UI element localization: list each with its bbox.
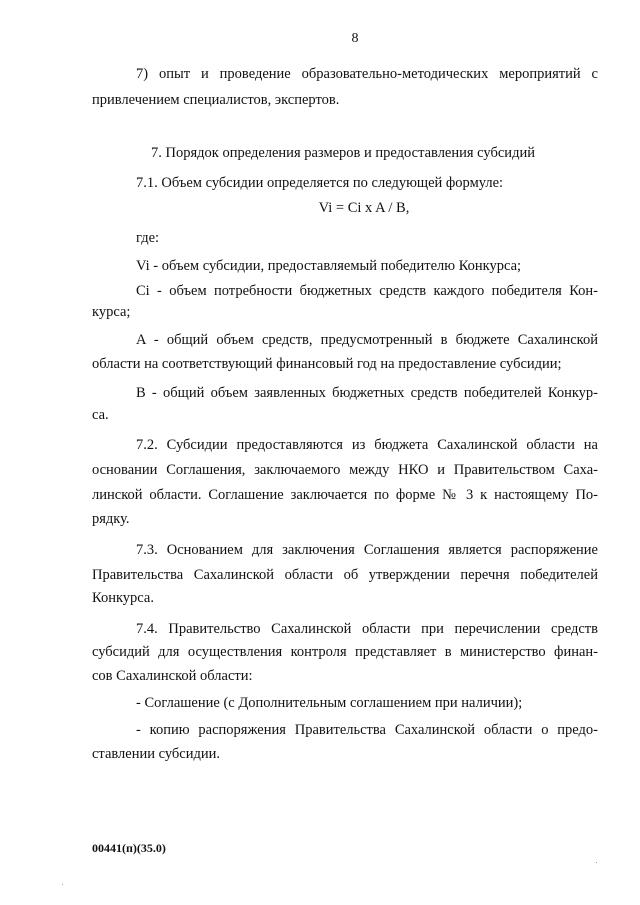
- p74-line-1: 7.4. Правительство Сахалинской области при перечислении средств: [136, 621, 598, 637]
- page-number: 8: [351, 31, 359, 46]
- p71-line-1: 7.1. Объем субсидии определяется по следующей формуле:: [136, 175, 504, 191]
- item7-line-1: 7) опыт и проведение образовательно-методических мероприятий с: [136, 66, 598, 82]
- p74-line-2: субсидий для осуществления контроля представляет в министерство финан-: [92, 644, 598, 660]
- p73-line-3: Конкурса.: [92, 590, 154, 606]
- definition-b-line-1: B - общий объем заявленных бюджетных средств победителей Конкур-: [136, 385, 598, 401]
- definition-a-line-1: A - общий объем средств, предусмотренный в бюджете Сахалинской: [136, 332, 598, 348]
- p73-line-2: Правительства Сахалинской области об утверждении перечня победителей: [92, 567, 598, 583]
- p73-line-1: 7.3. Основанием для заключения Соглашения является распоряжение: [136, 542, 598, 558]
- p72-line-4: рядку.: [92, 511, 130, 527]
- definition-b-line-2: са.: [92, 407, 109, 423]
- p74-bullet-2-line-1: - копию распоряжения Правительства Сахалинской области о предо-: [136, 722, 598, 738]
- definition-vi: Vi - объем субсидии, предоставляемый победителю Конкурса;: [136, 258, 522, 274]
- p72-line-3: линской области. Соглашение заключается по форме № 3 к настоящему По-: [92, 487, 598, 503]
- p72-line-2: основании Соглашения, заключаемого между НКО и Правительством Саха-: [92, 462, 598, 478]
- definition-ci-line-2: курса;: [92, 304, 131, 320]
- document-code: 00441(п)(35.0): [92, 841, 166, 855]
- scan-speck: [62, 884, 63, 885]
- definition-ci-line-1: Ci - объем потребности бюджетных средств каждого победителя Кон-: [136, 283, 598, 299]
- subsidy-formula: Vi = Ci x A / B,: [318, 200, 410, 216]
- p74-bullet-2-line-2: ставлении субсидии.: [92, 746, 221, 762]
- where-label: где:: [136, 230, 160, 246]
- scan-speck: [596, 862, 597, 863]
- p74-line-3: сов Сахалинской области:: [92, 668, 253, 684]
- definition-a-line-2: области на соответствующий финансовый год на предоставление субсидии;: [92, 356, 562, 372]
- p74-bullet-1: - Соглашение (с Дополнительным соглашением при наличии);: [136, 695, 523, 711]
- p72-line-1: 7.2. Субсидии предоставляются из бюджета Сахалинской области на: [136, 437, 598, 453]
- item7-line-2: привлечением специалистов, экспертов.: [92, 92, 340, 108]
- section-heading: 7. Порядок определения размеров и предоставления субсидий: [151, 145, 535, 161]
